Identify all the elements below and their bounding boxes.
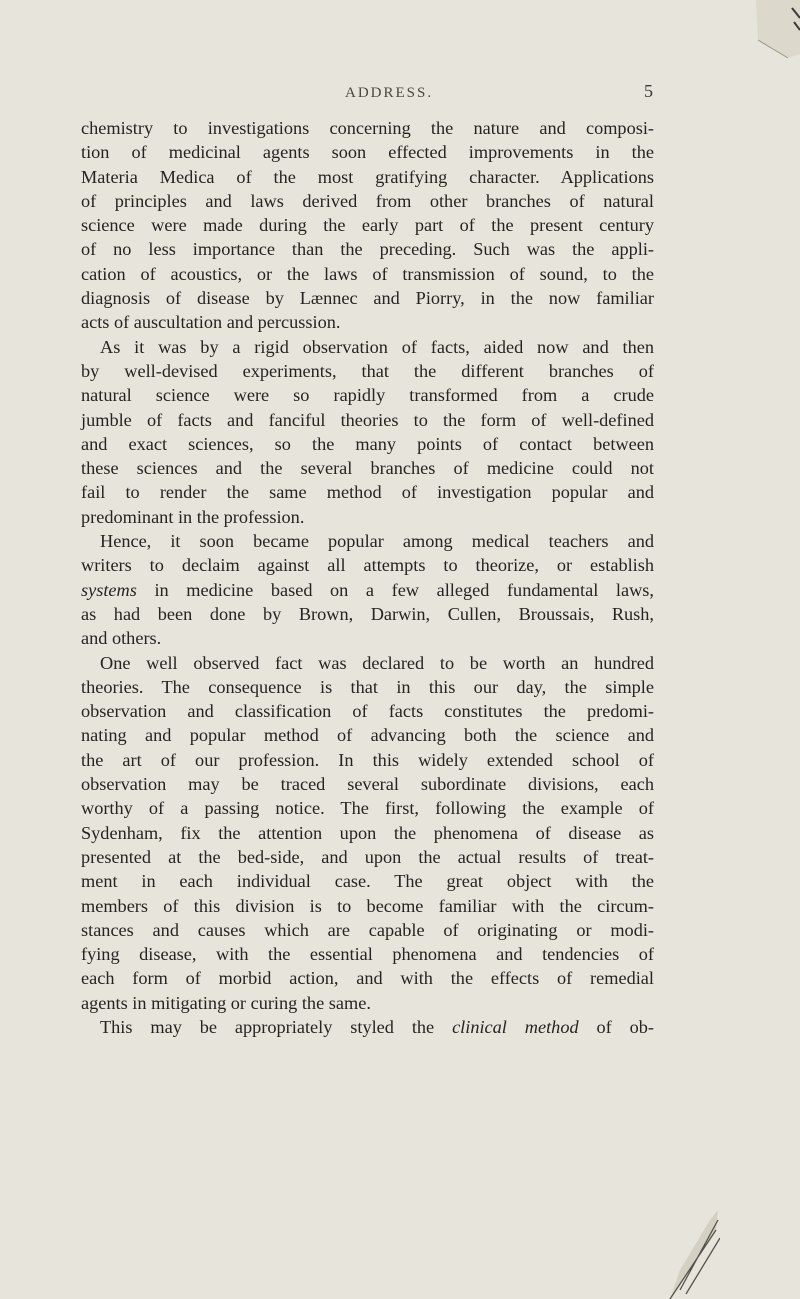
page-header: [0, 81, 800, 115]
text-line: and exact sciences, so the many points of contact between: [81, 433, 654, 454]
text-line: This may be appropriately styled the clinical method of ob-: [100, 1016, 654, 1037]
text-line: writers to declaim against all attempts to theorize, or establish: [81, 555, 654, 576]
text-line: of principles and laws derived from other branches of natural: [81, 190, 654, 211]
text-line: Sydenham, fix the attention upon the phenomena of disease as: [81, 822, 654, 843]
page-number: 5: [644, 81, 653, 101]
text-line: science were made during the early part of the present century: [81, 215, 654, 236]
text-line: nating and popular method of advancing both the science and: [81, 725, 654, 746]
italic-term: clinical method: [452, 1016, 579, 1037]
running-head: ADDRESS.: [345, 85, 434, 101]
text-line: worthy of a passing notice. The first, following the example of: [81, 798, 654, 819]
text-line: diagnosis of disease by Lænnec and Piorry, in the now familiar: [81, 288, 654, 309]
text-line: chemistry to investigations concerning the nature and composi-: [81, 118, 654, 138]
text-line: ment in each individual case. The great object with the: [81, 871, 654, 892]
text-line: fying disease, with the essential phenomena and tendencies of: [81, 944, 654, 965]
text-line: as had been done by Brown, Darwin, Cullen, Broussais, Rush,: [81, 603, 654, 624]
text-line: As it was by a rigid observation of facts, aided now and then: [100, 336, 654, 357]
text-line: presented at the bed-side, and upon the actual results of treat-: [81, 846, 654, 867]
text-line: predominant in the profession.: [81, 506, 305, 527]
text-line: fail to render the same method of investigation popular and: [81, 482, 654, 503]
text-line: each form of morbid action, and with the effects of remedial: [81, 968, 654, 989]
text-line: Hence, it soon became popular among medical teachers and: [100, 531, 654, 552]
italic-term: systems: [81, 579, 137, 600]
page-edge-tear-bottom-right: [640, 1190, 720, 1299]
body-text: [81, 116, 654, 1039]
text-line: tion of medicinal agents soon effected improvements in the: [81, 142, 654, 163]
text-line: natural science were so rapidly transformed from a crude: [81, 385, 654, 406]
text-line: and others.: [81, 628, 162, 649]
text-line: the art of our profession. In this widely extended school of: [81, 749, 654, 770]
text-line: members of this division is to become familiar with the circum-: [81, 895, 654, 916]
text-line: Materia Medica of the most gratifying character. Applications: [81, 166, 654, 187]
text-line: One well observed fact was declared to be worth an hundred: [100, 652, 654, 673]
page-edge-tear-top-right: [748, 0, 800, 60]
text-line: observation and classification of facts constitutes the predomi-: [81, 701, 654, 722]
text-line: theories. The consequence is that in this our day, the simple: [81, 676, 654, 697]
text-line: acts of auscultation and percussion.: [81, 312, 341, 333]
text-line: of no less importance than the preceding. Such was the appli-: [81, 239, 654, 260]
text-line: these sciences and the several branches of medicine could not: [81, 458, 654, 479]
text-line: stances and causes which are capable of originating or modi-: [81, 919, 654, 940]
text-line: by well-devised experiments, that the different branches of: [81, 360, 654, 381]
text-line: systems in medicine based on a few alleged fundamental laws,: [81, 579, 654, 600]
text-line: agents in mitigating or curing the same.: [81, 992, 371, 1013]
text-line: cation of acoustics, or the laws of transmission of sound, to the: [81, 263, 654, 284]
text-line: jumble of facts and fanciful theories to the form of well-defined: [81, 409, 654, 430]
text-line: observation may be traced several subordinate divisions, each: [81, 774, 654, 795]
